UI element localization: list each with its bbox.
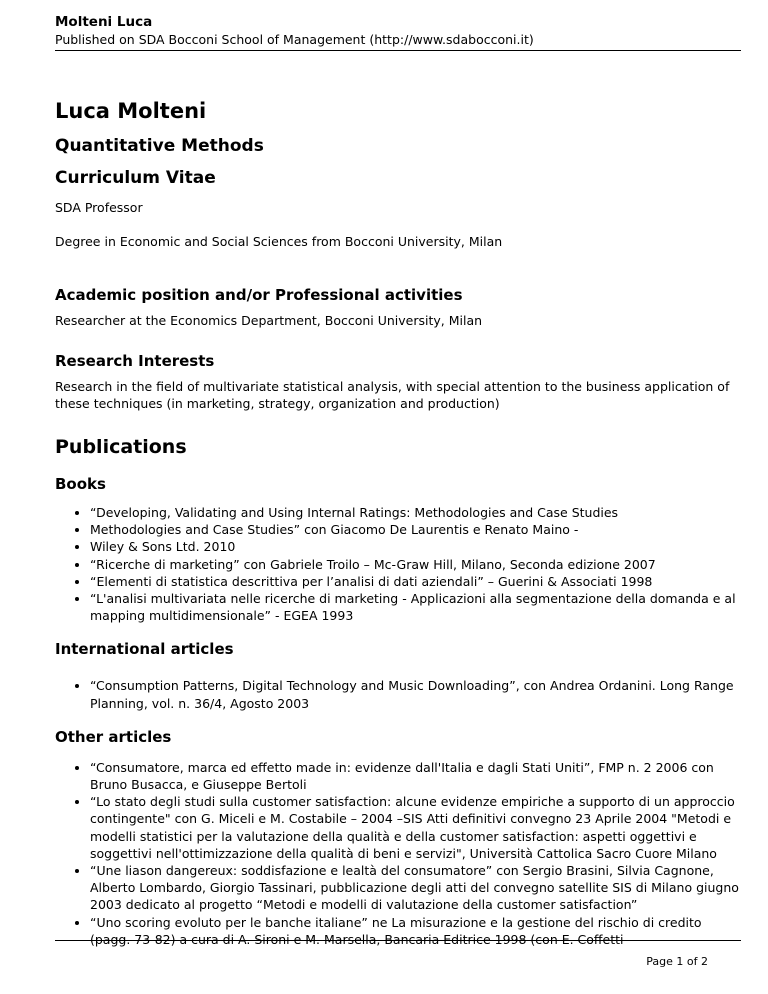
international-list — [55, 677, 745, 711]
international-heading: International articles — [55, 640, 234, 659]
header-name: Molteni Luca — [55, 14, 153, 30]
cv-content — [55, 96, 745, 948]
header-source: Published on SDA Bocconi School of Management (http://www.sdabocconi.it) — [55, 32, 534, 47]
academic-heading: Academic position and/or Professional activities — [55, 286, 463, 304]
academic-text: Researcher at the Economics Department, Bocconi University, Milan — [55, 313, 483, 328]
list-item: • “Developing, Validating and Using Internal Ratings: Methodologies and Case Studies — [90, 504, 745, 521]
cv-heading: Curriculum Vitae — [55, 168, 216, 188]
other-list — [55, 759, 745, 948]
list-item: • “Elementi di statistica descrittiva per l’analisi di dati aziendali” – Guerini & Associati 1998 — [90, 573, 745, 590]
list-item: • “Ricerche di marketing” con Gabriele Troilo – Mc-Graw Hill, Milano, Seconda edizione 2007 — [90, 556, 745, 573]
list-item: • Methodologies and Case Studies” con Giacomo De Laurentis e Renato Maino - — [90, 521, 745, 538]
publications-heading: Publications — [55, 436, 187, 458]
books-list — [55, 504, 745, 624]
list-item: • “Consumption Patterns, Digital Technology and Music Downloading”, con Andrea Ordanini. Long Range Planning, vol. n. 36/4, Agosto 2003 — [90, 677, 745, 711]
list-item: • “Uno scoring evoluto per le banche italiane” ne La misurazione e la gestione del rischio di credito (pagg. 73-82) a cura di A. Sironi e M. Marsella, Bancaria Editrice 1998 (con E. Coffetti — [90, 914, 745, 948]
role-text: SDA Professor — [55, 200, 143, 215]
other-heading: Other articles — [55, 727, 172, 746]
degree-text: Degree in Economic and Social Sciences from Bocconi University, Milan — [55, 234, 503, 249]
page-header — [55, 13, 741, 49]
footer-divider — [55, 940, 741, 941]
research-heading: Research Interests — [55, 352, 215, 370]
list-item: • “L'analisi multivariata nelle ricerche di marketing - Applicazioni alla segmentazione della domanda e al mapping multidimensionale” - EGEA 1993 — [90, 590, 745, 624]
books-heading: Books — [55, 475, 106, 493]
page-title: Luca Molteni — [55, 99, 207, 123]
department-heading: Quantitative Methods — [55, 136, 264, 156]
list-item: • “Lo stato degli studi sulla customer satisfaction: alcune evidenze empiriche a supporto di un approccio contingente" con G. Miceli e M. Costabile – 2004 –SIS Atti definitivi convegno 23 Aprile 2004 "Metodi e modelli statistici per la valutazione della qualità e della customer satisfaction: aspetti oggettivi e soggettivi nell'ottimizzazione della qualità di beni e servizi", Università Cattolica Sacro Cuore Milano — [90, 793, 745, 862]
list-item: • “Une liason dangereux: soddisfazione e lealtà del consumatore” con Sergio Brasini, Silvia Cagnone, Alberto Lombardo, Giorgio Tassinari, pubblicazione degli atti del convegno satellite SIS di Milano giugno 2003 dedicato al progetto “Metodi e modelli di valutazione della customer satisfaction” — [90, 862, 745, 914]
page-number: Page 1 of 2 — [646, 955, 708, 968]
research-text: Research in the field of multivariate statistical analysis, with special attention to the business application of these techniques (in marketing, strategy, organization and production) — [55, 379, 730, 411]
header-divider — [55, 50, 741, 51]
list-item: • Wiley & Sons Ltd. 2010 — [90, 538, 745, 555]
list-item: • “Consumatore, marca ed effetto made in: evidenze dall'Italia e dagli Stati Uniti”, FMP n. 2 2006 con Bruno Busacca, e Giuseppe Bertoli — [90, 759, 745, 793]
